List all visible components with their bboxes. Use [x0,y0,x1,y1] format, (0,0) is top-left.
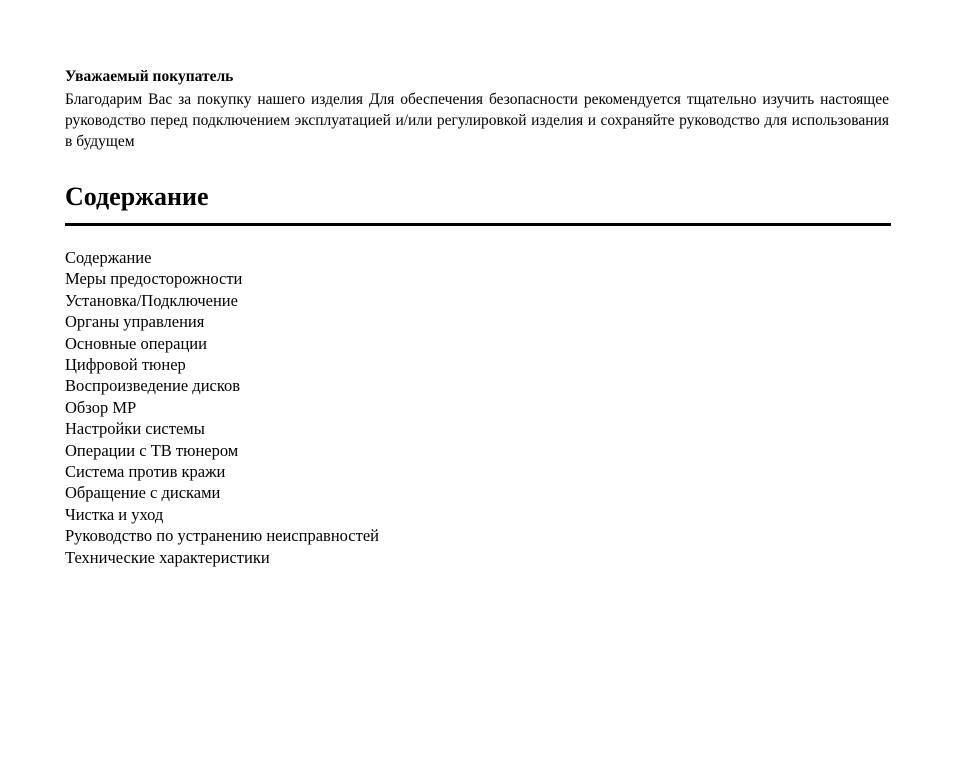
contents-item-system-settings: Настройки системы [65,419,205,439]
contents-item-contents: Содержание [65,248,152,267]
contents-heading: Содержание [65,182,891,226]
contents-item-disc-handling: Обращение с дисками [65,483,221,503]
contents-item-cleaning: Чистка и уход [65,504,164,524]
contents-list [65,247,889,568]
greeting-title: Уважаемый покупатель [65,68,234,85]
contents-item-specifications: Технические характеристики [65,547,270,567]
contents-item-controls: Органы управления [65,312,205,332]
contents-item-anti-theft: Система против кражи [65,462,226,482]
document-page [65,68,889,568]
contents-item-basic-operations: Основные операции [65,333,207,353]
contents-item-tv-tuner-operations: Операции с ТВ тюнером [65,440,239,460]
contents-item-precautions: Меры предосторожности [65,269,243,289]
contents-item-digital-tuner: Цифровой тюнер [65,355,186,375]
contents-item-disc-playback: Воспроизведение дисков [65,376,241,396]
contents-item-troubleshooting: Руководство по устранению неисправностей [65,526,379,546]
contents-item-installation: Установка/Подключение [65,290,238,310]
contents-item-mp-overview: Обзор МР [65,397,137,417]
greeting-section [65,68,889,152]
intro-paragraph: Благодарим Вас за покупку нашего изделия Для обеспечения безопасности рекомендуется тщательно изучить настоящее руководство перед подключением эксплуатацией и/или регулировкой изделия и сохраняйте руководство для использования в будущем [65,91,889,150]
